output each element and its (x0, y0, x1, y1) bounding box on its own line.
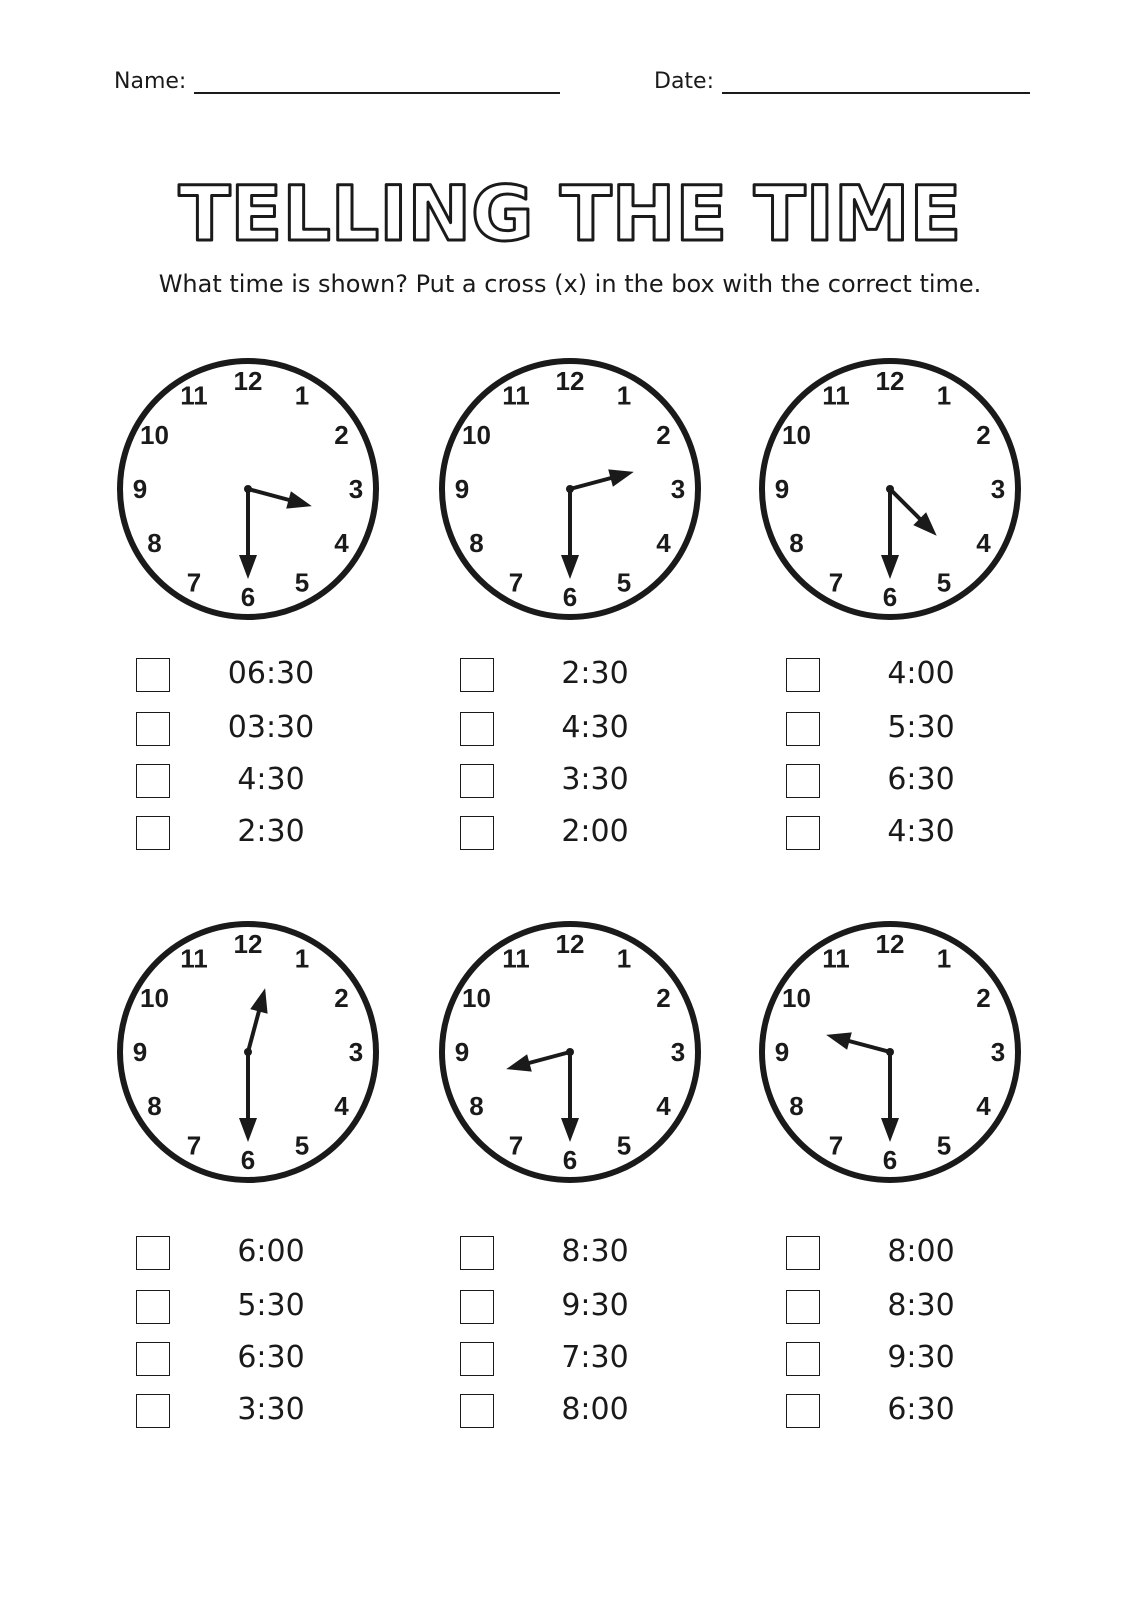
option-label: 03:30 (227, 710, 315, 745)
option-label: 4:30 (887, 814, 955, 849)
clock-number: 3 (348, 474, 364, 504)
option-label: 8:00 (887, 1234, 955, 1269)
clock-number: 9 (454, 1037, 470, 1067)
clock-number: 7 (186, 1130, 202, 1161)
clock-face (432, 351, 708, 627)
clock-number: 8 (789, 528, 804, 558)
option-checkbox[interactable] (136, 1342, 170, 1376)
clock-number: 9 (132, 474, 148, 504)
option-checkbox[interactable] (786, 1236, 820, 1270)
option[interactable] (460, 1234, 700, 1274)
clock-number: 10 (140, 983, 169, 1013)
clock-4 (110, 914, 386, 1190)
clock-face (752, 351, 1028, 627)
date-field (654, 64, 1030, 94)
clock-center-pin (566, 1048, 574, 1056)
option[interactable] (786, 1288, 1026, 1328)
clock-face (110, 351, 386, 627)
option[interactable] (460, 656, 700, 696)
option-label: 8:30 (561, 1234, 629, 1269)
option[interactable] (136, 1340, 376, 1380)
title-banner (0, 168, 1140, 268)
option-checkbox[interactable] (786, 712, 820, 746)
clock-number: 5 (936, 567, 952, 598)
clock-number: 4 (656, 528, 671, 558)
option-label: 06:30 (227, 656, 315, 691)
option-checkbox[interactable] (786, 1342, 820, 1376)
name-label: Name: (114, 69, 187, 94)
option-checkbox[interactable] (460, 712, 494, 746)
clock-number: 3 (670, 474, 686, 504)
clock-number: 10 (782, 420, 811, 450)
option-label: 9:30 (887, 1340, 955, 1375)
clock-number: 7 (508, 1130, 524, 1161)
clock-number: 5 (616, 567, 632, 598)
option-checkbox[interactable] (136, 1236, 170, 1270)
clock-number: 7 (828, 1130, 844, 1161)
clock-number: 1 (616, 943, 632, 974)
clock-number: 1 (936, 380, 952, 411)
clock-number: 5 (616, 1130, 632, 1161)
option[interactable] (136, 1234, 376, 1274)
option[interactable] (136, 656, 376, 696)
clock-number: 8 (147, 1091, 162, 1121)
option[interactable] (136, 710, 376, 750)
option[interactable] (460, 1340, 700, 1380)
clock-number: 12 (233, 366, 263, 396)
clock-number: 12 (875, 366, 905, 396)
instructions: What time is shown? Put a cross (x) in the box with the correct time. (158, 270, 982, 298)
clock-number: 9 (774, 474, 790, 504)
clock-number: 3 (348, 1037, 364, 1067)
clock-number: 2 (656, 420, 671, 450)
option-label: 9:30 (561, 1288, 629, 1323)
clock-number: 6 (240, 582, 256, 612)
option[interactable] (460, 1288, 700, 1328)
option[interactable] (786, 656, 1026, 696)
clock-6 (752, 914, 1028, 1190)
option-checkbox[interactable] (136, 816, 170, 850)
option-checkbox[interactable] (786, 658, 820, 692)
option-checkbox[interactable] (136, 712, 170, 746)
option[interactable] (136, 762, 376, 802)
option-label: 6:30 (237, 1340, 305, 1375)
clock-number: 4 (656, 1091, 671, 1121)
option[interactable] (786, 1392, 1026, 1432)
clock-number: 11 (180, 943, 208, 974)
option-checkbox[interactable] (786, 1394, 820, 1428)
clock-number: 6 (562, 1145, 578, 1175)
clock-number: 4 (334, 528, 349, 558)
clock-number: 4 (334, 1091, 349, 1121)
clock-face (752, 914, 1028, 1190)
option-label: 2:00 (561, 814, 629, 849)
clock-number: 5 (936, 1130, 952, 1161)
clock-number: 3 (670, 1037, 686, 1067)
option-checkbox[interactable] (460, 658, 494, 692)
option[interactable] (786, 710, 1026, 750)
option[interactable] (786, 1340, 1026, 1380)
option-checkbox[interactable] (786, 764, 820, 798)
clock-number: 6 (882, 1145, 898, 1175)
clock-number: 7 (186, 567, 202, 598)
clock-number: 7 (828, 567, 844, 598)
option-label: 8:30 (887, 1288, 955, 1323)
option-label: 6:00 (237, 1234, 305, 1269)
clock-number: 8 (469, 1091, 484, 1121)
clock-number: 5 (294, 1130, 310, 1161)
clock-number: 11 (180, 380, 208, 411)
clock-number: 3 (990, 474, 1006, 504)
clock-number: 2 (976, 983, 991, 1013)
option-label: 6:30 (887, 762, 955, 797)
option-label: 2:30 (237, 814, 305, 849)
clock-number: 9 (454, 474, 470, 504)
clock-number: 12 (233, 929, 263, 959)
clock-number: 4 (976, 1091, 991, 1121)
option-checkbox[interactable] (460, 1342, 494, 1376)
option-label: 5:30 (237, 1288, 305, 1323)
clock-number: 12 (555, 366, 585, 396)
option[interactable] (460, 710, 700, 750)
clock-number: 10 (782, 983, 811, 1013)
clock-number: 6 (240, 1145, 256, 1175)
name-line[interactable] (194, 64, 560, 94)
clock-number: 12 (555, 929, 585, 959)
clock-number: 10 (462, 420, 491, 450)
clock-number: 6 (882, 582, 898, 612)
clock-number: 2 (334, 983, 349, 1013)
clock-1 (110, 351, 386, 627)
clock-number: 9 (774, 1037, 790, 1067)
page-title: TELLING THE TIME (178, 169, 962, 258)
option-label: 4:00 (887, 656, 955, 691)
option-label: 7:30 (561, 1340, 629, 1375)
option-label: 3:30 (237, 1392, 305, 1427)
option[interactable] (460, 762, 700, 802)
clock-center-pin (244, 485, 252, 493)
clock-number: 4 (976, 528, 991, 558)
option[interactable] (460, 814, 700, 854)
option-label: 4:30 (237, 762, 305, 797)
clock-number: 11 (822, 380, 850, 411)
option-label: 4:30 (561, 710, 629, 745)
clock-number: 10 (140, 420, 169, 450)
clock-number: 5 (294, 567, 310, 598)
option-label: 3:30 (561, 762, 629, 797)
option[interactable] (136, 1288, 376, 1328)
clock-number: 2 (976, 420, 991, 450)
clock-number: 6 (562, 582, 578, 612)
option-checkbox[interactable] (136, 658, 170, 692)
option[interactable] (786, 762, 1026, 802)
option-checkbox[interactable] (136, 1394, 170, 1428)
option[interactable] (460, 1392, 700, 1432)
clock-number: 8 (789, 1091, 804, 1121)
clock-number: 8 (147, 528, 162, 558)
option-checkbox[interactable] (460, 1290, 494, 1324)
clock-number: 11 (502, 380, 530, 411)
clock-number: 1 (294, 943, 310, 974)
date-label: Date: (654, 69, 714, 94)
option-checkbox[interactable] (786, 816, 820, 850)
date-line[interactable] (722, 64, 1030, 94)
option[interactable] (786, 1234, 1026, 1274)
clock-center-pin (886, 1048, 894, 1056)
clock-5 (432, 914, 708, 1190)
clock-center-pin (886, 485, 894, 493)
option[interactable] (136, 1392, 376, 1432)
clock-number: 1 (294, 380, 310, 411)
clock-number: 9 (132, 1037, 148, 1067)
option-checkbox[interactable] (460, 816, 494, 850)
clock-number: 10 (462, 983, 491, 1013)
clock-number: 8 (469, 528, 484, 558)
clock-center-pin (566, 485, 574, 493)
clock-number: 7 (508, 567, 524, 598)
clock-face (432, 914, 708, 1190)
option-checkbox[interactable] (460, 764, 494, 798)
clock-2 (432, 351, 708, 627)
option-label: 2:30 (561, 656, 629, 691)
option-checkbox[interactable] (460, 1394, 494, 1428)
option-checkbox[interactable] (136, 1290, 170, 1324)
option-checkbox[interactable] (786, 1290, 820, 1324)
clock-number: 11 (502, 943, 530, 974)
option-label: 8:00 (561, 1392, 629, 1427)
clock-number: 12 (875, 929, 905, 959)
option-label: 5:30 (887, 710, 955, 745)
clock-face (110, 914, 386, 1190)
clock-number: 3 (990, 1037, 1006, 1067)
clock-number: 2 (334, 420, 349, 450)
option[interactable] (786, 814, 1026, 854)
clock-number: 1 (616, 380, 632, 411)
name-field (114, 64, 560, 94)
clock-number: 11 (822, 943, 850, 974)
clock-3 (752, 351, 1028, 627)
option[interactable] (136, 814, 376, 854)
clock-number: 1 (936, 943, 952, 974)
clock-center-pin (244, 1048, 252, 1056)
option-checkbox[interactable] (136, 764, 170, 798)
clock-number: 2 (656, 983, 671, 1013)
option-label: 6:30 (887, 1392, 955, 1427)
option-checkbox[interactable] (460, 1236, 494, 1270)
